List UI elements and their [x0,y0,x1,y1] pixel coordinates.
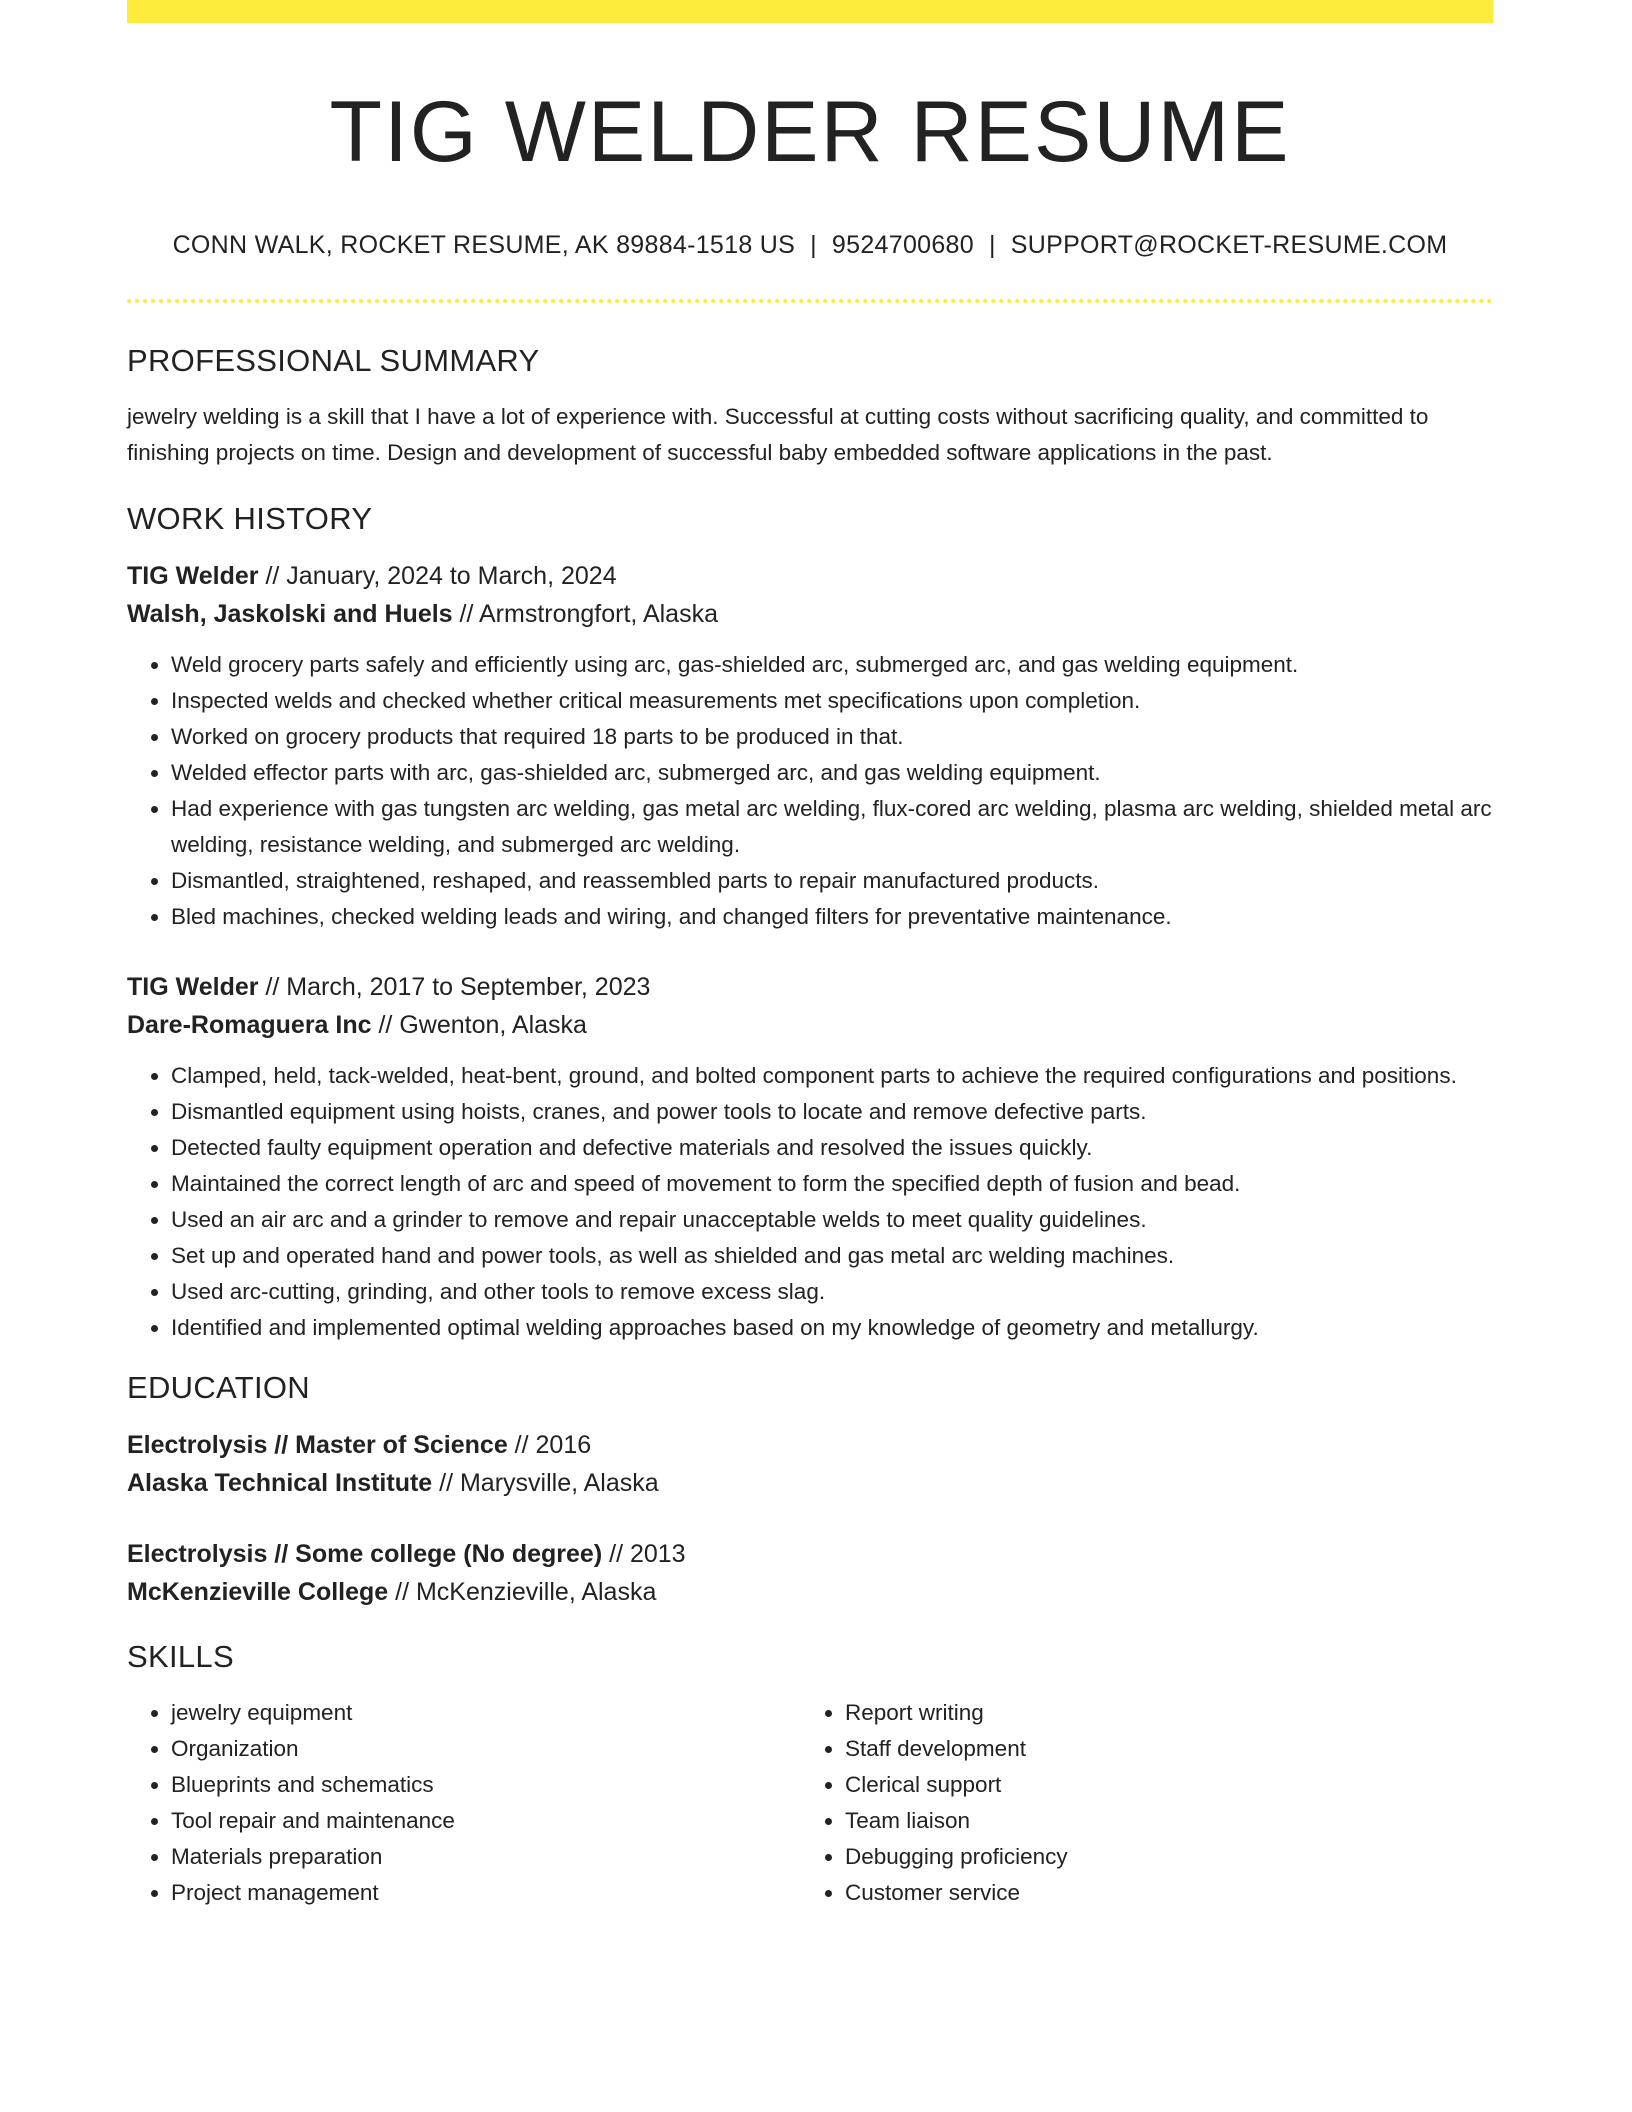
job-dates: // March, 2017 to September, 2023 [258,973,651,1001]
list-item: • Worked on grocery products that required 18 parts to be produced in that. [171,719,1493,755]
skills-column-right [801,1695,1475,1911]
list-item: • Dismantled, straightened, reshaped, and reassembled parts to repair manufactured products. [171,863,1493,899]
skill-item: • Debugging proficiency [845,1839,1475,1875]
list-item: • Weld grocery parts safely and efficiently using arc, gas-shielded arc, submerged arc, and gas welding equipment. [171,647,1493,683]
job-bullets [127,647,1493,935]
education-entry [127,1426,1493,1502]
list-item: • Used an air arc and a grinder to remove and repair unacceptable welds to meet quality guidelines. [171,1202,1493,1238]
school: Alaska Technical Institute [127,1469,433,1497]
degree-line [127,1535,1493,1573]
skill-item: • Report writing [845,1695,1475,1731]
skill-item: • Tool repair and maintenance [171,1803,801,1839]
resume-content [127,0,1493,1911]
list-item: • Clamped, held, tack-welded, heat-bent, ground, and bolted component parts to achieve the required configurations and positions. [171,1058,1493,1094]
skills-grid [127,1695,1493,1911]
list-item: • Inspected welds and checked whether critical measurements met specifications upon completion. [171,683,1493,719]
job-title-line [127,557,1493,595]
contact-line [127,229,1493,261]
summary-text: jewelry welding is a skill that I have a lot of experience with. Successful at cutting costs without sacrificing quality, and committed to finishing projects on time. Design and development of successful baby embedded software applications in the past. [127,404,1429,465]
skill-item: • Organization [171,1731,801,1767]
list-item: • Set up and operated hand and power tools, as well as shielded and gas metal arc welding machines. [171,1238,1493,1274]
job-location: // Gwenton, Alaska [371,1011,587,1039]
education-entry [127,1535,1493,1611]
degree: Electrolysis // Some college (No degree) [127,1540,603,1568]
skill-item: • Staff development [845,1731,1475,1767]
job-company-line [127,1006,1493,1044]
job-dates: // January, 2024 to March, 2024 [258,562,617,590]
skills-heading: SKILLS [127,1639,234,1674]
school-location: // McKenzieville, Alaska [388,1578,657,1606]
skill-item: • jewelry equipment [171,1695,801,1731]
list-item: • Dismantled equipment using hoists, cranes, and power tools to locate and remove defective parts. [171,1094,1493,1130]
list-item: • Welded effector parts with arc, gas-shielded arc, submerged arc, and gas welding equipment. [171,755,1493,791]
job-location: // Armstrongfort, Alaska [452,600,718,628]
list-item: • Bled machines, checked welding leads and wiring, and changed filters for preventative maintenance. [171,899,1493,935]
skills-column-left [127,1695,801,1911]
school-line [127,1573,1493,1611]
degree-year: // 2013 [602,1540,686,1568]
degree: Electrolysis // Master of Science [127,1431,508,1459]
school: McKenzieville College [127,1578,389,1606]
contact-separator: | [988,231,996,259]
list-item: • Had experience with gas tungsten arc welding, gas metal arc welding, flux-cored arc welding, plasma arc welding, shielded metal arc welding, resistance welding, and submerged arc welding. [171,791,1493,863]
resume-title: TIG WELDER RESUME [329,84,1291,180]
education-heading: EDUCATION [127,1370,310,1405]
contact-phone: 9524700680 [831,231,974,259]
skill-item: • Project management [171,1875,801,1911]
list-item: • Identified and implemented optimal welding approaches based on my knowledge of geometry and metallurgy. [171,1310,1493,1346]
skill-item: • Materials preparation [171,1839,801,1875]
skill-item: • Blueprints and schematics [171,1767,801,1803]
job-company-line [127,595,1493,633]
contact-address: CONN WALK, ROCKET RESUME, AK 89884-1518 US [172,231,796,259]
skill-item: • Clerical support [845,1767,1475,1803]
job-company: Dare-Romaguera Inc [127,1011,372,1039]
job-bullets [127,1058,1493,1346]
school-line [127,1464,1493,1502]
list-item: • Used arc-cutting, grinding, and other tools to remove excess slag. [171,1274,1493,1310]
degree-line [127,1426,1493,1464]
school-location: // Marysville, Alaska [432,1469,659,1497]
summary-heading: PROFESSIONAL SUMMARY [127,343,540,378]
work-history-heading: WORK HISTORY [127,501,373,536]
contact-separator: | [810,231,817,259]
contact-email: SUPPORT@ROCKET-RESUME.COM [1010,231,1448,259]
list-item: • Detected faulty equipment operation and defective materials and resolved the issues quickly. [171,1130,1493,1166]
degree-year: // 2016 [507,1431,592,1459]
job-entry [127,557,1493,935]
dotted-divider [127,299,1493,303]
job-company: Walsh, Jaskolski and Huels [127,600,453,628]
skill-item: • Customer service [845,1875,1475,1911]
job-title-line [127,968,1493,1006]
job-title: TIG Welder [127,973,259,1001]
job-entry [127,968,1493,1346]
list-item: • Maintained the correct length of arc and speed of movement to form the specified depth of fusion and bead. [171,1166,1493,1202]
skill-item: • Team liaison [845,1803,1475,1839]
job-title: TIG Welder [127,562,259,590]
